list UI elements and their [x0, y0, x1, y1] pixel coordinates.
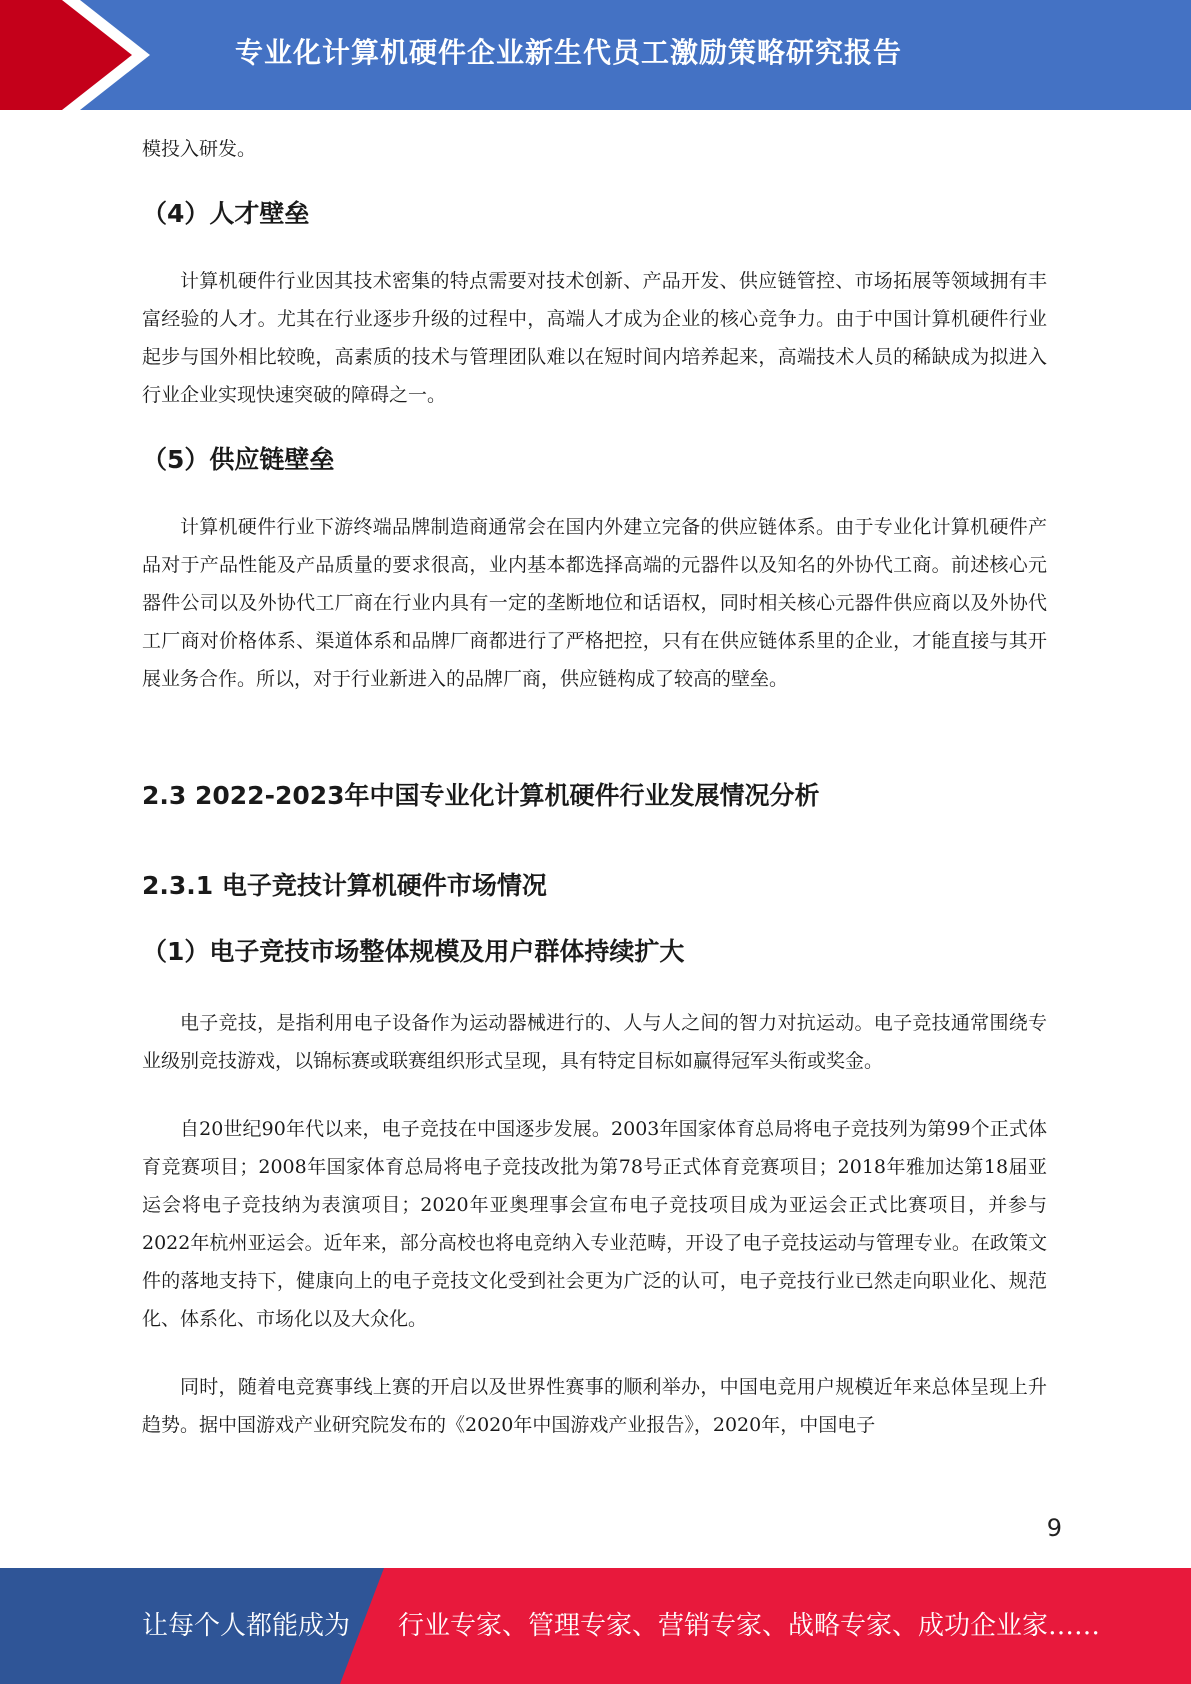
report-title: 专业化计算机硬件企业新生代员工激励策略研究报告 — [235, 36, 903, 69]
heading-section-2-3: 2.3 2022-2023年中国专业化计算机硬件行业发展情况分析 — [142, 781, 820, 810]
header-banner — [0, 0, 1191, 110]
paragraph-continuation: 模投入研发。 — [142, 138, 257, 160]
heading-talent-barrier: （4）人才壁垒 — [142, 199, 310, 228]
document-body — [142, 130, 1047, 1444]
paragraph-esports-history: 自20世纪90年代以来，电子竞技在中国逐步发展。2003年国家体育总局将电子竞技列为第99个正式体育竞赛项目；2008年国家体育总局将电子竞技改批为第78号正式体育竞赛项目；2018年雅加达第18届亚运会将电子竞技纳为表演项目；2020年亚奥理事会宣布电子竞技项目成为亚运会正式比赛项目，并参与2022年杭州亚运会。近年来，部分高校也将电竞纳入专业范畴，开设了电子竞技运动与管理专业。在政策文件的落地支持下，健康向上的电子竞技文化受到社会更为广泛的认可，电子竞技行业已然走向职业化、规范化、体系化、市场化以及大众化。 — [142, 1118, 1047, 1330]
paragraph-talent: 计算机硬件行业因其技术密集的特点需要对技术创新、产品开发、供应链管控、市场拓展等领域拥有丰富经验的人才。尤其在行业逐步升级的过程中，高端人才成为企业的核心竞争力。由于中国计算机硬件行业起步与国外相比较晚，高素质的技术与管理团队难以在短时间内培养起来，高端技术人员的稀缺成为拟进入行业企业实现快速突破的障碍之一。 — [142, 270, 1047, 406]
footer-slogan-right: 行业专家、管理专家、营销专家、战略专家、成功企业家…… — [398, 1611, 1101, 1641]
footer-slogan-left: 让每个人都能成为 — [142, 1611, 351, 1641]
red-chevron-decoration — [0, 0, 150, 110]
footer-banner — [0, 1568, 1191, 1684]
heading-supply-chain-barrier: （5）供应链壁垒 — [142, 445, 335, 474]
paragraph-esports-users: 同时，随着电竞赛事线上赛的开启以及世界性赛事的顺利举办，中国电竞用户规模近年来总体呈现上升趋势。据中国游戏产业研究院发布的《2020年中国游戏产业报告》，2020年，中国电子 — [142, 1376, 1047, 1436]
page-number: 9 — [1046, 1514, 1062, 1542]
heading-esports-market: （1）电子竞技市场整体规模及用户群体持续扩大 — [142, 937, 685, 966]
paragraph-supply-chain: 计算机硬件行业下游终端品牌制造商通常会在国内外建立完备的供应链体系。由于专业化计算机硬件产品对于产品性能及产品质量的要求很高，业内基本都选择高端的元器件以及知名的外协代工商。前述核心元器件公司以及外协代工厂商在行业内具有一定的垄断地位和话语权，同时相关核心元器件供应商以及外协代工厂商对价格体系、渠道体系和品牌厂商都进行了严格把控，只有在供应链体系里的企业，才能直接与其开展业务合作。所以，对于行业新进入的品牌厂商，供应链构成了较高的壁垒。 — [142, 516, 1047, 690]
heading-section-2-3-1: 2.3.1 电子竞技计算机硬件市场情况 — [142, 871, 547, 900]
paragraph-esports-definition: 电子竞技，是指利用电子设备作为运动器械进行的、人与人之间的智力对抗运动。电子竞技通常围绕专业级别竞技游戏，以锦标赛或联赛组织形式呈现，具有特定目标如赢得冠军头衔或奖金。 — [142, 1012, 1047, 1072]
